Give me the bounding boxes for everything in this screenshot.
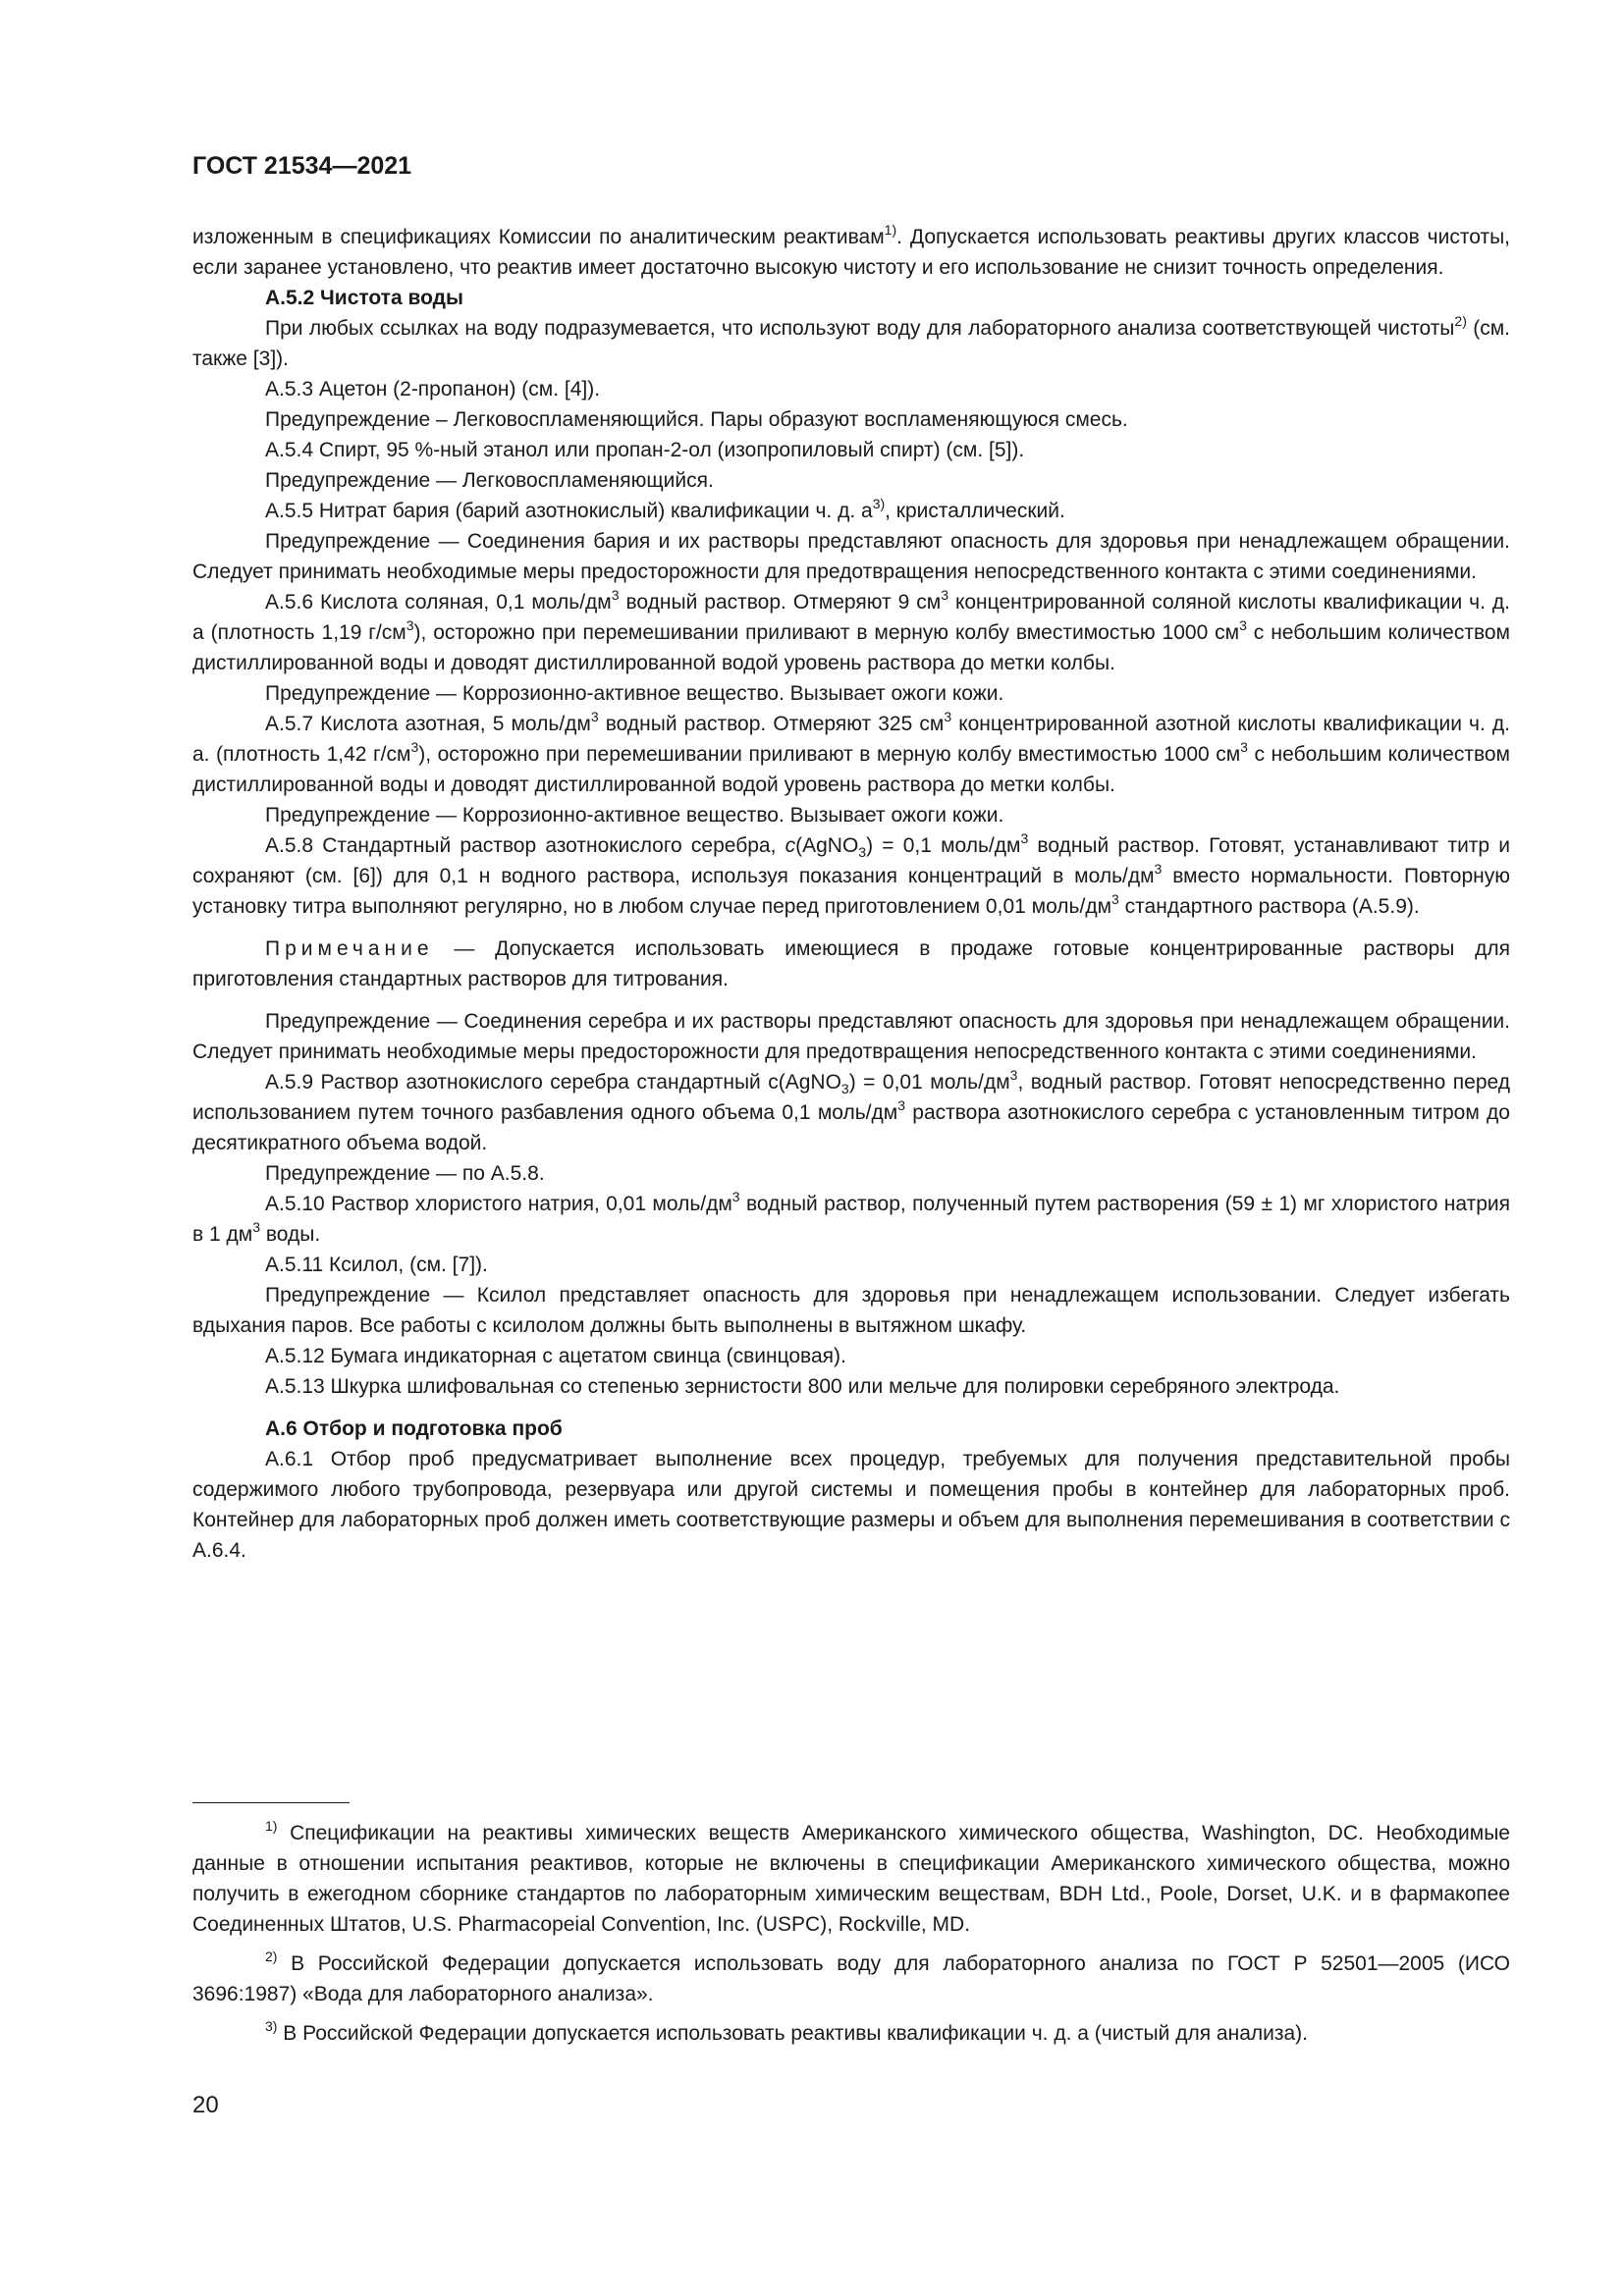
footnote-3: $^{3)}$ В Российской Федерации допускается использовать реактивы квалификации ч. д. а (чистый для анализа). [265,2018,1309,2045]
heading-a6: А.6 Отбор и подготовка проб [265,1417,563,1440]
warning-a58: Предупреждение — Соединения серебра и их растворы представляют опасность для здоровья при ненадлежащем обращении. Следует принимать необходимые меры предосторожности для предотвращения непосредственного контакта с этими соединениями. [192,1010,1510,1063]
paragraph-a59: А.5.9 Раствор азотнокислого серебра стандартный c(AgNO$_3$) = 0,01 моль/$дм^3$, водный раствор. Готовят непосредственно перед использованием путем точного разбавления одного объема 0,1 моль/$дм^3$ раствора азотнокислого серебра с установленным титром до десятикратного объема водой. [192,1067,1510,1154]
footnotes [192,1818,1510,2057]
paragraph-a51-continuation: изложенным в спецификациях Комиссии по аналитическим реактивам$^{1)}$. Допускается использовать реактивы других классов чистоты, если заранее установлено, что реактив имеет достаточно высокую чистоту и его использование не снизит точность определения. [192,222,1510,279]
document-header: ГОСТ 21534—2021 [192,152,412,180]
paragraph-a510: А.5.10 Раствор хлористого натрия, 0,01 моль/$дм^3$ водный раствор, полученный путем растворения (59 ± 1) мг хлористого натрия в 1 $дм^3$ воды. [192,1189,1510,1246]
paragraph-a53: А.5.3 Ацетон (2-пропанон) (см. [4]). [265,378,601,400]
paragraph-a512: А.5.12 Бумага индикаторная с ацетатом свинца (свинцовая). [265,1345,846,1367]
footnote-ref-3[interactable]: 3) [872,496,886,511]
document-body [192,222,1510,1566]
paragraph-a57: А.5.7 Кислота азотная, 5 моль/$дм^3$ водный раствор. Отмеряют 325 $см^3$ концентрированной азотной кислоты квалификации ч. д. а. (плотность 1,42 $г/см^3$), осторожно при перемешивании приливают в мерную колбу вместимостью 1000 $см^3$ с небольшим количеством дистиллированной воды и доводят дистиллированной водой уровень раствора до метки колбы. [192,709,1511,796]
paragraph-a513: А.5.13 Шкурка шлифовальная со степенью зернистости 800 или мельче для полировки серебряного электрода. [265,1375,1340,1398]
paragraph-a54: А.5.4 Спирт, 95 %-ный этанол или пропан-2-ол (изопропиловый спирт) (см. [5]). [265,439,1025,461]
footnote-ref-1[interactable]: 1) [884,222,897,238]
paragraph-a52: При любых ссылках на воду подразумевается, что используют воду для лабораторного анализа соответствующей чистоты$^{2)}$ (см. также [3]). [192,313,1510,370]
paragraph-a511: А.5.11 Ксилол, (см. [7]). [265,1254,488,1276]
paragraph-a58: А.5.8 Стандартный раствор азотнокислого серебра, c(AgNO$_3$) = 0,1 моль/$дм^3$ водный раствор. Готовят, устанавливают титр и сохраняют (см. [6]) для 0,1 н водного раствора, используя показания концентраций в моль/$дм^3$ вместо нормальности. Повторную установку титра выполняют регулярно, но в любом случае перед приготовлением 0,01 моль/$дм^3$ стандартного раствора (А.5.9). [192,830,1511,918]
warning-a54: Предупреждение — Легковоспламеняющийся. [265,469,714,492]
heading-a52: А.5.2 Чистота воды [265,287,463,309]
page-number: 20 [192,2092,219,2118]
paragraph-a55: А.5.5 Нитрат бария (барий азотнокислый) квалификации ч. д. $а^{3)}$, кристаллический. [265,496,1065,522]
note-a58: Примечание — Допускается использовать имеющиеся в продаже готовые концентрированные растворы для приготовления стандартных растворов для титрования. [192,937,1510,990]
paragraph-a61: А.6.1 Отбор проб предусматривает выполнение всех процедур, требуемых для получения представительной пробы содержимого любого трубопровода, резервуара или другой системы и помещения пробы в контейнер для лабораторных проб. Контейнер для лабораторных проб должен иметь соответствующие размеры и объем для выполнения перемешивания в соответствии с А.6.4. [192,1448,1510,1562]
note-label: Примечание [265,937,434,960]
warning-a59: Предупреждение — по А.5.8. [265,1162,545,1185]
warning-a53: Предупреждение – Легковоспламеняющийся. Пары образуют воспламеняющуюся смесь. [265,408,1128,431]
warning-a511: Предупреждение — Ксилол представляет опасность для здоровья при ненадлежащем использовании. Следует избегать вдыхания паров. Все работы с ксилолом должны быть выполнены в вытяжном шкафу. [192,1284,1510,1337]
warning-a57: Предупреждение — Коррозионно-активное вещество. Вызывает ожоги кожи. [265,804,1004,827]
warning-a56: Предупреждение — Коррозионно-активное вещество. Вызывает ожоги кожи. [265,682,1004,705]
footnote-2: $^{2)}$ В Российской Федерации допускается использовать воду для лабораторного анализа по ГОСТ Р 52501—2005 (ИСО 3696:1987) «Вода для лабораторного анализа». [192,1949,1510,2005]
paragraph-a56: А.5.6 Кислота соляная, 0,1 моль/$дм^3$ водный раствор. Отмеряют 9 $см^3$ концентрированной соляной кислоты квалификации ч. д. а (плотность 1,19 $г/см^3$), осторожно при перемешивании приливают в мерную колбу вместимостью 1000 $см^3$ с небольшим количеством дистиллированной воды и доводят дистиллированной водой уровень раствора до метки колбы. [192,587,1511,674]
footnote-separator [192,1802,350,1803]
footnote-ref-2[interactable]: 2) [1454,313,1467,329]
warning-a55: Предупреждение — Соединения бария и их растворы представляют опасность для здоровья при ненадлежащем обращении. Следует принимать необходимые меры предосторожности для предотвращения непосредственного контакта с этими соединениями. [192,530,1510,583]
footnote-1: $^{1)}$ Спецификации на реактивы химических веществ Американского химического общества, Washington, DC. Необходимые данные в отношении испытания реактивов, которые не включены в спецификации Американского химического общества, можно получить в ежегодном сборнике стандартов по лабораторным химическим веществам, BDH Ltd., Poole, Dorset, U.K. и в фармакопее Соединенных Штатов, U.S. Pharmacopeial Convention, Inc. (USPC), Rockville, MD. [192,1818,1510,1936]
